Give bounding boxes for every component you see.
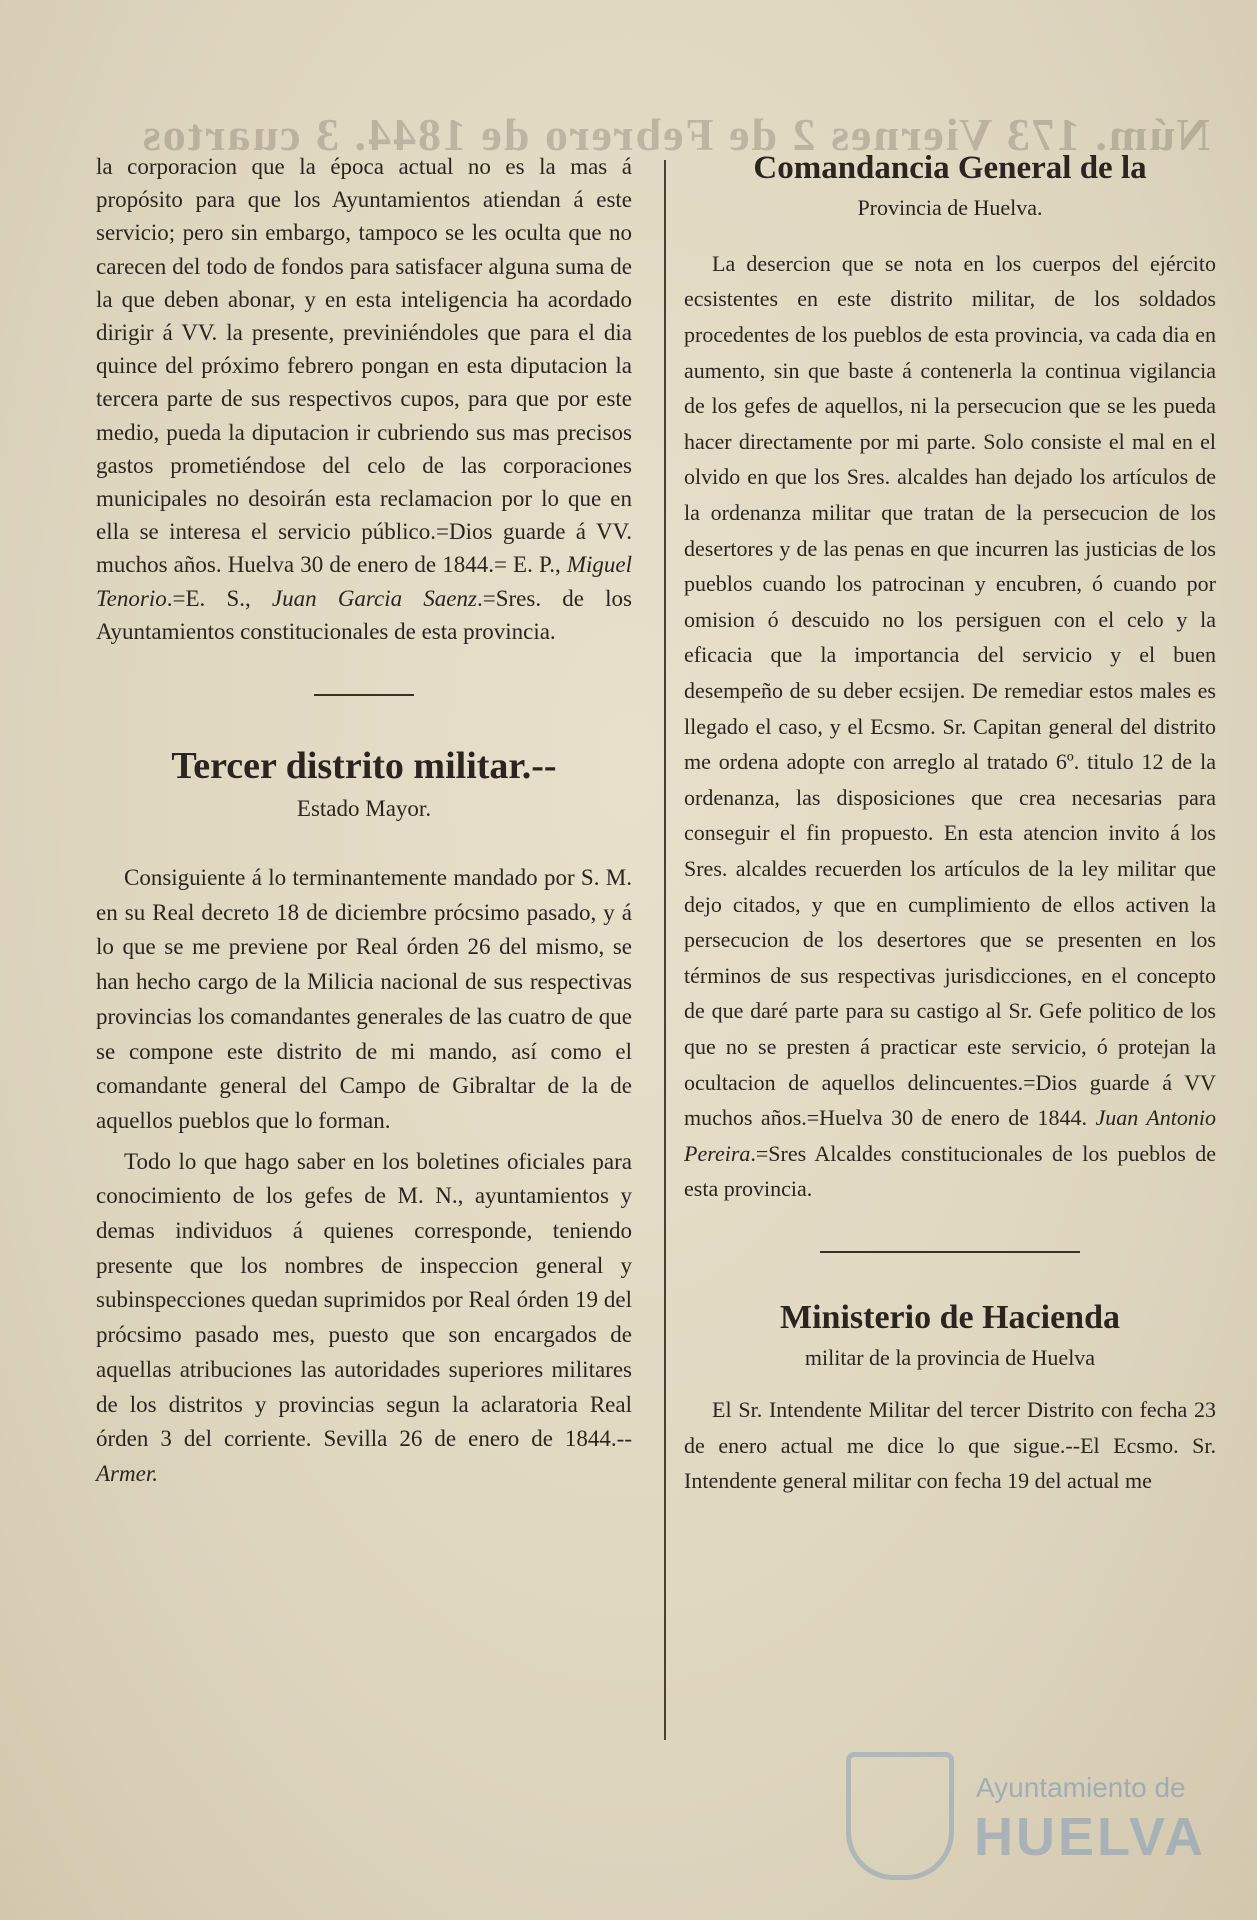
- signer-tenorio: Miguel Tenorio: [96, 552, 632, 611]
- tercer-distrito-para2: [96, 1145, 632, 1492]
- column-divider: [664, 160, 666, 1740]
- letter-closing: .=Sres. de los Ayuntamientos constitucionales de esta provincia.: [96, 585, 632, 644]
- right-column: [684, 150, 1216, 1499]
- coat-of-arms-icon: [846, 1752, 954, 1880]
- section-separator: [314, 694, 414, 696]
- section-subtitle-provincia: Provincia de Huelva.: [857, 195, 1043, 221]
- comandancia-text: La desercion que se nota en los cuerpos del ejército ecsistentes en este distrito militar, de los soldados procedentes de los pueblos de esta provincia, va cada dia en aumento, sin que baste á contenerla la continua vigilancia de los gefes de aquellos, ni la persecucion que se les pueda hacer directamente por mi parte. Solo consiste el mal en el olvido en que los Sres. alcaldes han dejado los artículos de la ordenanza militar que tratan de la persecucion de los desertores y de las penas en que incurren las justicias de los pueblos cuando los patrocinan y encubren, ó cuando por omision ó descuido no los persiguen con el celo y la eficacia que la importancia del servicio y el buen desempeño de su deber ecsijen. De remediar estos males es llegado el caso, y el Ecsmo. Sr. Capitan general del distrito me ordena adopte con arreglo al tratado 6º. titulo 12 de la ordenanza, las disposiciones que crea necesarias para conseguir el fin propuesto. En esta atencion invito á los Sres. alcaldes recuerden los artículos de la ley militar que dejo citados, y que en cumplimiento de ellos activen la persecucion de los desertores que se presenten en los términos de sus respectivas jurisdicciones, en el concepto de que daré parte para su castigo al Sr. Gefe politico de los que no se presten á practicar este servicio, ó protejan la ocultacion de aquellos delincuentes.=Dios guarde á VV muchos años.=Huelva 30 de enero de 1844.: [684, 250, 1216, 1131]
- hacienda-paragraph: El Sr. Intendente Militar del tercer Distrito con fecha 23 de enero actual me dice lo que sigue.--El Ecsmo. Sr. Intendente general militar con fecha 19 del actual me: [684, 1396, 1216, 1494]
- letter-paragraph: [96, 150, 632, 648]
- letter-text: la corporacion que la época actual no es la mas á propósito para que los Ayuntamientos atiendan á este servicio; pero sin embargo, tampoco se les oculta que no carecen del todo de fondos para satisfacer alguna suma de la que deben abonar, y en esta inteligencia ha acordado dirigir á VV. la presente, previniéndoles que para el dia quince del próximo febrero pongan en esta diputacion la tercera parte de sus respectivos cupos, para que por este medio, pueda la diputacion ir cubriendo sus mas precisos gastos prometiéndose del celo de las corporaciones municipales no desoirán esta reclamacion por lo que en ella se interesa el servicio público.=Dios guarde á VV. muchos años. Huelva 30 de enero de 1844.= E. P.,: [96, 154, 632, 578]
- signer-pereira: Juan Antonio Pereira: [684, 1105, 1216, 1166]
- section-separator-right: [820, 1251, 1080, 1253]
- section-subtitle-estado-mayor: Estado Mayor.: [296, 795, 432, 821]
- watermark-line1: Ayuntamiento de: [976, 1772, 1186, 1803]
- section-title-comandancia: Comandancia General de la: [753, 150, 1147, 186]
- section-subtitle-hacienda: militar de la provincia de Huelva: [804, 1345, 1096, 1371]
- tercer-distrito-para1: Consiguiente á lo terminantemente mandado por S. M. en su Real decreto 18 de diciembre prócsimo pasado, y á lo que se me previene por Real órden 26 del mismo, se han hecho cargo de la Milicia nacional de sus respectivas provincias los comandantes generales de las cuatro de que se compone este distrito de mi mando, así como el comandante general del Campo de Gibraltar de la de aquellos pueblos que lo forman.: [96, 865, 632, 1133]
- signer-armer: Armer.: [96, 1461, 158, 1486]
- comandancia-paragraph: [684, 246, 1216, 1207]
- watermark-line2: HUELVA: [974, 1807, 1206, 1867]
- left-column: [96, 150, 632, 1492]
- letter-between: .=E. S.,: [166, 585, 251, 611]
- watermark-logo: [846, 1752, 1206, 1882]
- tercer-distrito-body: [96, 861, 632, 1492]
- bleed-through-masthead: Núm. 173 Viernes 2 de Febrero de 1844. 3 cuartos: [140, 109, 1210, 160]
- comandancia-closing: .=Sres Alcaldes constitucionales de los pueblos de esta provincia.: [684, 1140, 1216, 1202]
- para2-text: Todo lo que hago saber en los boletines oficiales para conocimiento de los gefes de M. N., ayuntamientos y demas individuos á quienes corresponde, teniendo presente que los nombres de inspeccion general y subinspecciones quedan suprimidos por Real órden 19 del prócsimo pasado mes, puesto que son encargados de aquellas atribuciones las autoridades superiores militares de los distritos y provincias segun la aclaratoria Real órden 3 del corriente. Sevilla 26 de enero de 1844.--: [96, 1148, 632, 1452]
- section-title-tercer-distrito: Tercer distrito militar.--: [171, 745, 557, 788]
- signer-garcia-saenz: Juan Garcia Saenz: [271, 585, 477, 611]
- section-title-ministerio: Ministerio de Hacienda: [780, 1298, 1120, 1336]
